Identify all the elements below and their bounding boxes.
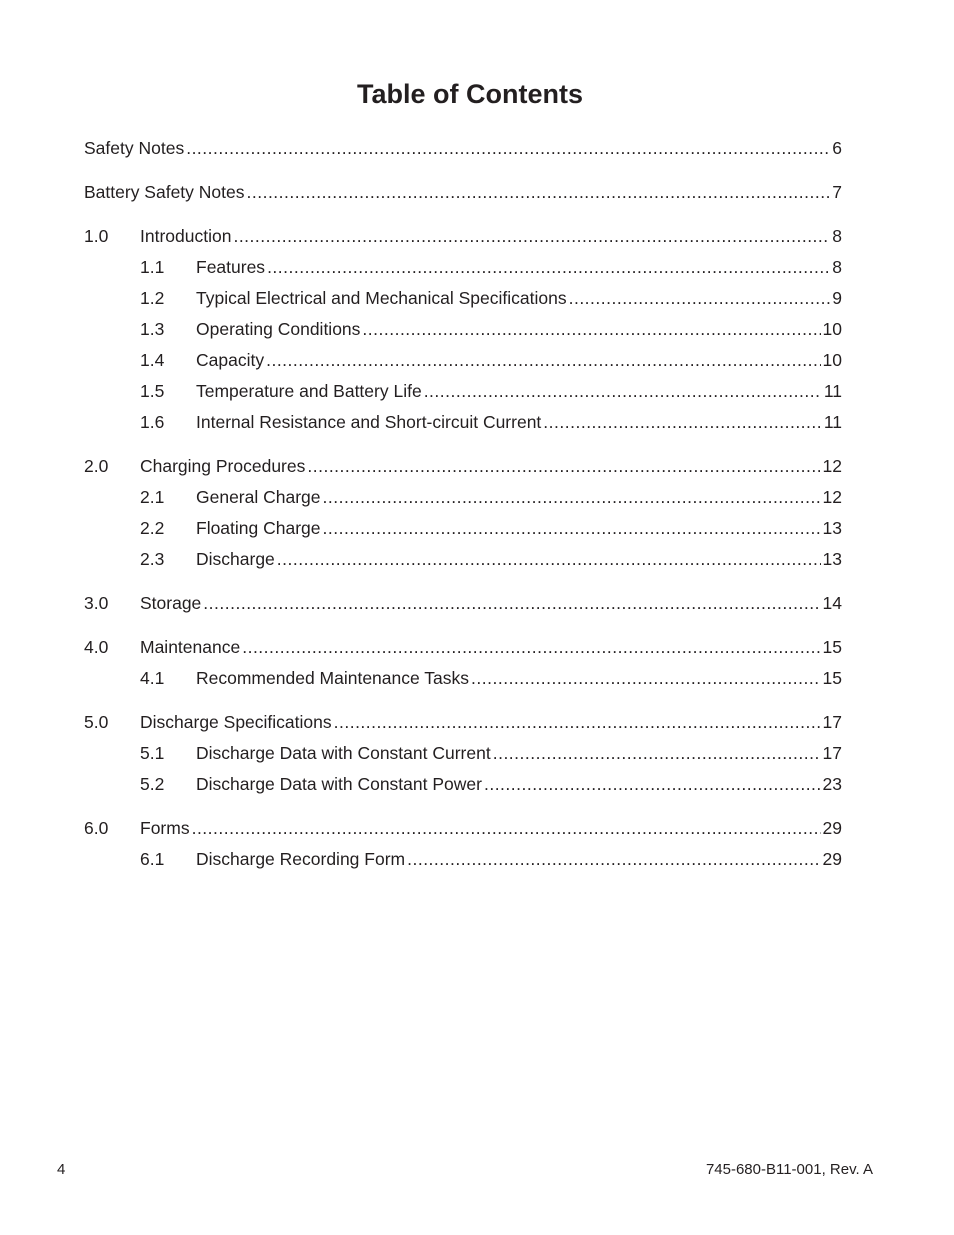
- toc-entry-number: 3.0: [84, 593, 109, 613]
- toc-entry-number: 2.1: [140, 487, 165, 507]
- dot-leader: [242, 635, 820, 659]
- toc-entry-page: 9: [832, 288, 842, 308]
- toc-entry-number: 6.1: [140, 849, 165, 869]
- toc-entry[interactable]: [84, 772, 842, 796]
- toc-entry-number: 1.3: [140, 319, 165, 339]
- toc-entry-number: 4.1: [140, 668, 165, 688]
- dot-leader: [192, 816, 821, 840]
- toc-entry[interactable]: [84, 410, 842, 434]
- toc-entry-number: 5.0: [84, 712, 109, 732]
- dot-leader: [233, 224, 830, 248]
- toc-entry-page: 13: [822, 549, 842, 569]
- toc-entry-page: 23: [822, 774, 842, 794]
- toc-entry-title: Capacity: [196, 350, 265, 370]
- toc-entry[interactable]: [84, 741, 842, 765]
- toc-entry[interactable]: [84, 635, 842, 659]
- toc-entry[interactable]: [84, 516, 842, 540]
- toc-entry-title: General Charge: [196, 487, 321, 507]
- toc-entry-title: Discharge: [196, 549, 275, 569]
- toc-entry-page: 12: [822, 487, 842, 507]
- toc-entry-number: 4.0: [84, 637, 109, 657]
- dot-leader: [543, 410, 822, 434]
- toc-entry-number: 1.6: [140, 412, 165, 432]
- dot-leader: [471, 666, 821, 690]
- page-title: Table of Contents: [357, 79, 583, 109]
- toc-entry[interactable]: [84, 485, 842, 509]
- toc-entry-page: 29: [822, 818, 842, 838]
- toc-entry-page: 6: [832, 138, 842, 158]
- toc-entry-title: Floating Charge: [196, 518, 321, 538]
- dot-leader: [424, 379, 822, 403]
- toc-entry[interactable]: [84, 547, 842, 571]
- toc-entry-page: 29: [822, 849, 842, 869]
- dot-leader: [407, 847, 820, 871]
- toc-entry[interactable]: [84, 180, 842, 204]
- dot-leader: [186, 136, 830, 160]
- toc-entry-page: 8: [832, 257, 842, 277]
- toc-entry-title: Discharge Specifications: [140, 712, 332, 732]
- toc-entry-title: Storage: [140, 593, 202, 613]
- toc-entry-title: Typical Electrical and Mechanical Specifications: [196, 288, 567, 308]
- dot-leader: [277, 547, 821, 571]
- toc-entry-page: 17: [822, 712, 842, 732]
- toc-entry-title: Features: [196, 257, 266, 277]
- toc-entry[interactable]: [84, 317, 842, 341]
- toc-entry-page: 8: [832, 226, 842, 246]
- toc-entry[interactable]: [84, 255, 842, 279]
- toc-entry-page: 7: [832, 182, 842, 202]
- toc-entry-title: Recommended Maintenance Tasks: [196, 668, 470, 688]
- dot-leader: [569, 286, 831, 310]
- toc-entry-page: 14: [822, 593, 842, 613]
- toc-entry-number: 1.0: [84, 226, 109, 246]
- dot-leader: [247, 180, 831, 204]
- toc-entry-page: 11: [823, 381, 842, 401]
- toc-entry[interactable]: [84, 286, 842, 310]
- toc-entry-title: Charging Procedures: [140, 456, 306, 476]
- dot-leader: [484, 772, 821, 796]
- toc-entry-title: Discharge Data with Constant Current: [196, 743, 491, 763]
- toc-entry-title: Battery Safety Notes: [84, 182, 245, 202]
- toc-entry-number: 5.1: [140, 743, 165, 763]
- toc-entry-title: Safety Notes: [84, 138, 185, 158]
- table-of-contents: [84, 136, 842, 871]
- toc-entry[interactable]: [84, 348, 842, 372]
- toc-entry[interactable]: [84, 379, 842, 403]
- dot-leader: [323, 516, 821, 540]
- toc-entry-title: Discharge Data with Constant Power: [196, 774, 482, 794]
- toc-entry-page: 11: [823, 412, 842, 432]
- toc-entry-title: Temperature and Battery Life: [196, 381, 422, 401]
- dot-leader: [334, 710, 821, 734]
- toc-entry-page: 13: [822, 518, 842, 538]
- page-number: 4: [57, 1161, 66, 1178]
- toc-entry-page: 12: [822, 456, 842, 476]
- dot-leader: [493, 741, 821, 765]
- toc-entry-title: Forms: [140, 818, 190, 838]
- dot-leader: [323, 485, 821, 509]
- toc-entry[interactable]: [84, 666, 842, 690]
- dot-leader: [307, 454, 820, 478]
- toc-entry-page: 17: [822, 743, 842, 763]
- toc-entry-page: 15: [822, 668, 842, 688]
- toc-entry-page: 10: [822, 319, 842, 339]
- toc-entry-number: 2.0: [84, 456, 109, 476]
- dot-leader: [203, 591, 820, 615]
- toc-entry-number: 2.3: [140, 549, 165, 569]
- toc-entry-number: 1.1: [140, 257, 165, 277]
- toc-entry[interactable]: [84, 710, 842, 734]
- toc-entry[interactable]: [84, 847, 842, 871]
- document-id: 745-680-B11-001, Rev. A: [705, 1161, 873, 1178]
- dot-leader: [267, 255, 830, 279]
- toc-entry-title: Introduction: [140, 226, 232, 246]
- toc-entry-title: Discharge Recording Form: [196, 849, 406, 869]
- toc-entry-title: Maintenance: [140, 637, 241, 657]
- toc-entry[interactable]: [84, 224, 842, 248]
- toc-entry-title: Operating Conditions: [196, 319, 361, 339]
- dot-leader: [362, 317, 820, 341]
- toc-entry-page: 15: [822, 637, 842, 657]
- toc-entry-number: 6.0: [84, 818, 109, 838]
- toc-entry-title: Internal Resistance and Short-circuit Current: [196, 412, 542, 432]
- toc-entry[interactable]: [84, 454, 842, 478]
- toc-entry-page: 10: [822, 350, 842, 370]
- toc-entry-number: 2.2: [140, 518, 165, 538]
- toc-entry[interactable]: [84, 136, 842, 160]
- toc-entry[interactable]: [84, 816, 842, 840]
- toc-entry-number: 5.2: [140, 774, 165, 794]
- toc-entry-number: 1.4: [140, 350, 165, 370]
- toc-entry[interactable]: [84, 591, 842, 615]
- toc-entry-number: 1.2: [140, 288, 165, 308]
- toc-entry-number: 1.5: [140, 381, 165, 401]
- dot-leader: [266, 348, 820, 372]
